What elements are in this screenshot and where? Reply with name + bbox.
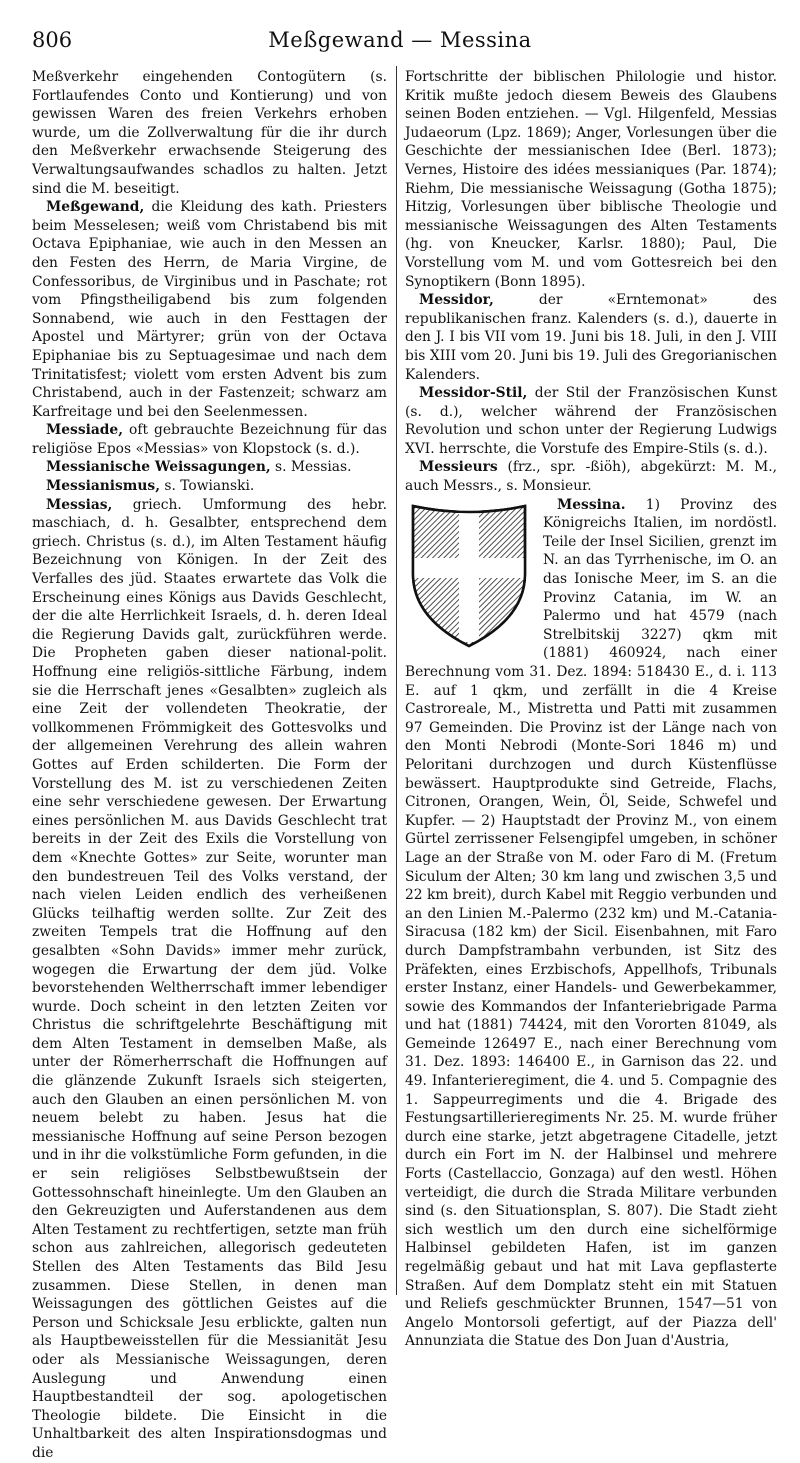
entry-messianische-weissagungen — [32, 458, 387, 477]
left-column — [32, 68, 387, 1463]
headword: Messina. — [557, 496, 626, 513]
headword: Meßgewand, — [46, 199, 145, 216]
entry-text: der Stil der Französischen Kunst (s. d.), welcher während der Französischen Revolution und schon unter der Regierung Ludwigs XVI. herrschte, die Vorstufe des Empire-Stils (s. d.). — [405, 385, 777, 457]
continued-paragraph: Fortschritte der biblischen Philologie und histor. Kritik mußte jedoch diesem Beweis des Glaubens seinen Boden entziehen. — Vgl. Hilgenfeld, Messias Judaeorum (Lpz. 1869); Anger, Vorlesungen über die Geschichte der messianischen Idee (Berl. 1873); Vernes, Histoire des idées messianiques (Par. 1874); Riehm, Die messianische Weissagung (Gotha 1875); Hitzig, Vorlesungen über biblische Theologie und messianische Weissagungen des Alten Testaments (hg. von Kneucker, Karlsr. 1880); Paul, Die Vorstellung vom M. und vom Gottesreich bei den Synoptikern (Bonn 1895). — [405, 69, 777, 290]
coat-of-arms-messina — [405, 500, 533, 650]
headword: Messianismus, — [46, 478, 161, 495]
running-title: Meßgewand — Messina — [268, 28, 532, 52]
entry-messina — [405, 496, 777, 1351]
entry-text: oft gebrauchte Bezeichnung für das religiöse Epos «Messias» von Klopstock (s. d.). — [32, 422, 387, 457]
page-header — [32, 28, 768, 58]
headword: Messieurs — [419, 459, 498, 476]
entry-text: s. Messias. — [270, 459, 352, 476]
entry-messiade — [32, 421, 387, 458]
entry-messianismus — [32, 477, 387, 496]
shield-icon — [405, 500, 533, 650]
entry-text: 1) Provinz des Königreichs Italien, im nordöstl. Teile der Insel Sicilien, grenzt im N. an das Tyrrhenische, im O. an das Ionische Meer, im S. an die Provinz Catania, im W. an Palermo und hat 4579 (nach Strelbitskij 3227) qkm mit (1881) 460924, nach einer Berechnung vom 31. Dez. 1894: 518430 E., d. i. 113 E. auf 1 qkm, und zerfällt in die 4 Kreise Castroreale, M., Mistretta und Patti mit zusammen 97 Gemeinden. Die Provinz ist der Länge nach von den Monti Nebrodi (Monte-Sori 1846 m) und Peloritani durchzogen und durch Küstenflüsse bewässert. Hauptprodukte sind Getreide, Flachs, Citronen, Orangen, Wein, Öl, Seide, Schwefel und Kupfer. — 2) Hauptstadt der Provinz M., von einem Gürtel zerrissener Felsengipfel umgeben, in schöner Lage an der Straße von M. oder Faro di M. (Fretum Siculum der Alten; 30 km lang und zwischen 3,5 und 22 km breit), durch Kabel mit Reggio verbunden und an den Linien M.-Palermo (232 km) und M.-Catania-Siracusa (182 km) der Sicil. Eisenbahnen, mit Faro durch Dampfstrambahn verbunden, ist Sitz des Präfekten, eines Erzbischofs, Appellhofs, Tribunals erster Instanz, einer Handels- und Gewerbekammer, sowie des Kommandos der Infanteriebrigade Parma und hat (1881) 74424, mit den Vororten 81049, als Gemeinde 126497 E., nach einer Berechnung vom 31. Dez. 1893: 146400 E., in Garnison das 22. und 49. Infanterieregiment, die 4. und 5. Compagnie des 1. Sappeurregiments und die 4. Brigade des Festungsartillerieregiments Nr. 25. M. wurde früher durch eine starke, jetzt abgetragene Citadelle, jetzt durch ein Fort im N. der Halbinsel und mehrere Forts (Castellaccio, Gonzaga) auf den westl. Höhen verteidigt, die durch die Strada Militare verbunden sind (s. den Situationsplan, S. 807). Die Stadt zieht sich westlich um den durch eine sichelförmige Halbinsel gebildeten Hafen, ist im ganzen regelmäßig gebaut und hat mit Lava gepflasterte Straßen. Auf dem Domplatz steht ein mit Statuen und Reliefs geschmückter Brunnen, 1547—51 von Angelo Montorsoli gefertigt, auf der Piazza dell' Annunziata die Statue des Don Juan d'Austria, — [405, 496, 777, 1350]
entry-messidor — [405, 291, 777, 384]
headword: Messidor, — [419, 292, 494, 309]
entry-text: (frz., spr. -ßiöh), abgekürzt: M. M., auch Messrs., s. Monsieur. — [405, 459, 777, 495]
entry-messieurs — [405, 458, 777, 495]
headword: Messias, — [46, 496, 113, 513]
entry-text: griech. Umformung des hebr. maschiach, d. h. Gesalbter, entsprechend dem griech. Christus (s. d.), im Alten Testament häufig Bezeichnung von Königen. In der Zeit des Verfalles des jüd. Staates erwartete das Volk die Erscheinung eines Königs aus Davids Geschlecht, der die alte Herrlichkeit Israels, d. h. deren Ideal die Regierung Davids galt, zurückführen werde. Die Propheten gaben dieser national-polit. Hoffnung eine religiös-sittliche Färbung, indem sie die Herrschaft jenes «Gesalbten» zugleich als eine Zeit der vollendeten Theokratie, der vollkommenen Frömmigkeit des Gottesvolks und der allgemeinen Verehrung des allein wahren Gottes auf Erden schilderten. Die Form der Vorstellung des M. ist zu verschiedenen Zeiten eine sehr verschiedene gewesen. Der Erwartung eines persönlichen M. aus Davids Geschlecht trat bereits in der Zeit des Exils die Vorstellung von dem «Knechte Gottes» zur Seite, worunter man den bundestreuen Teil des Volks verstand, der nach vielen Leiden endlich des verheißenen Glücks teilhaftig werden sollte. Zur Zeit des zweiten Tempels trat die Hoffnung auf den gesalbten «Sohn Davids» immer mehr zurück, wogegen die Erwartung der dem jüd. Volke bevorstehenden Weltherrschaft immer lebendiger wurde. Doch scheint in den letzten Zeiten vor Christus die schriftgelehrte Beschäftigung mit dem Alten Testament in demselben Maße, als unter der Römerherrschaft die Hoffnungen auf die glänzende Zukunft Israels sich steigerten, auch den Glauben an einen persönlichen M. von neuem belebt zu haben. Jesus hat die messianische Hoffnung auf seine Person bezogen und in ihr die volkstümliche Form gefunden, in die er sein religiöses Selbstbewußtsein der Gottessohnschaft hineinlegte. Um den Glauben an den Gekreuzigten und Auferstandenen aus dem Alten Testament zu rechtfertigen, setzte man früh schon aus zahlreichen, allegorisch gedeuteten Stellen des Alten Testaments das Bild Jesu zusammen. Diese Stellen, in denen man Weissagungen des göttlichen Geistes auf die Person und Schicksale Jesu erblickte, galten nun als Hauptbeweisstellen für die Messianität Jesu oder als Messianische Weissagungen, deren Auslegung und Anwendung einen Hauptbestandteil der sog. apologetischen Theologie bildete. Die Einsicht in die Unhaltbarkeit des alten Inspirationsdogmas und die — [32, 496, 388, 1461]
entry-text: der «Erntemonat» des republikanischen franz. Kalenders (s. d.), dauerte in den J. I bis VII vom 19. Juni bis 18. Juli, in den J. VIII bis XIII vom 20. Juni bis 19. Juli des Gregorianischen Kalenders. — [405, 292, 777, 383]
entry-messidor-stil — [405, 384, 777, 458]
entry-messias — [32, 496, 387, 1463]
headword: Messidor-Stil, — [419, 385, 528, 402]
entry-messgewand — [32, 198, 387, 421]
entry-text: die Kleidung des kath. Priesters beim Messelesen; weiß vom Christabend bis mit Octava Epiphaniae, wie auch in den Messen an den Festen des Herrn, de Maria Virgine, de Confessoribus, de Virginibus und in Paschate; rot vom Pfingstheiligabend bis zum folgenden Sonnabend, wie auch in den Festtagen der Apostel und Märtyrer; grün von der Octava Epiphaniae bis zu Septuagesimae und nach dem Trinitatisfest; violett vom ersten Advent bis zum Christabend, auch in der Fastenzeit; schwarz am Karfreitage und bei den Seelenmessen. — [32, 199, 387, 420]
headword: Messianische Weissagungen, — [46, 459, 271, 476]
continued-paragraph: Meßverkehr eingehenden Contogütern (s. Fortlaufendes Conto und Kontierung) und von gewissen Waren des freien Verkehrs erhoben wurde, um die Zollverwaltung für die ihr durch den Meßverkehr erwachsende Steigerung des Verwaltungsaufwandes schadlos zu halten. Jetzt sind die M. beseitigt. — [32, 69, 387, 197]
right-column — [405, 68, 777, 1351]
headword: Messiade, — [46, 422, 123, 439]
entry-text: s. Towianski. — [160, 478, 255, 495]
page-number: 806 — [32, 28, 73, 52]
column-divider — [396, 66, 397, 1295]
